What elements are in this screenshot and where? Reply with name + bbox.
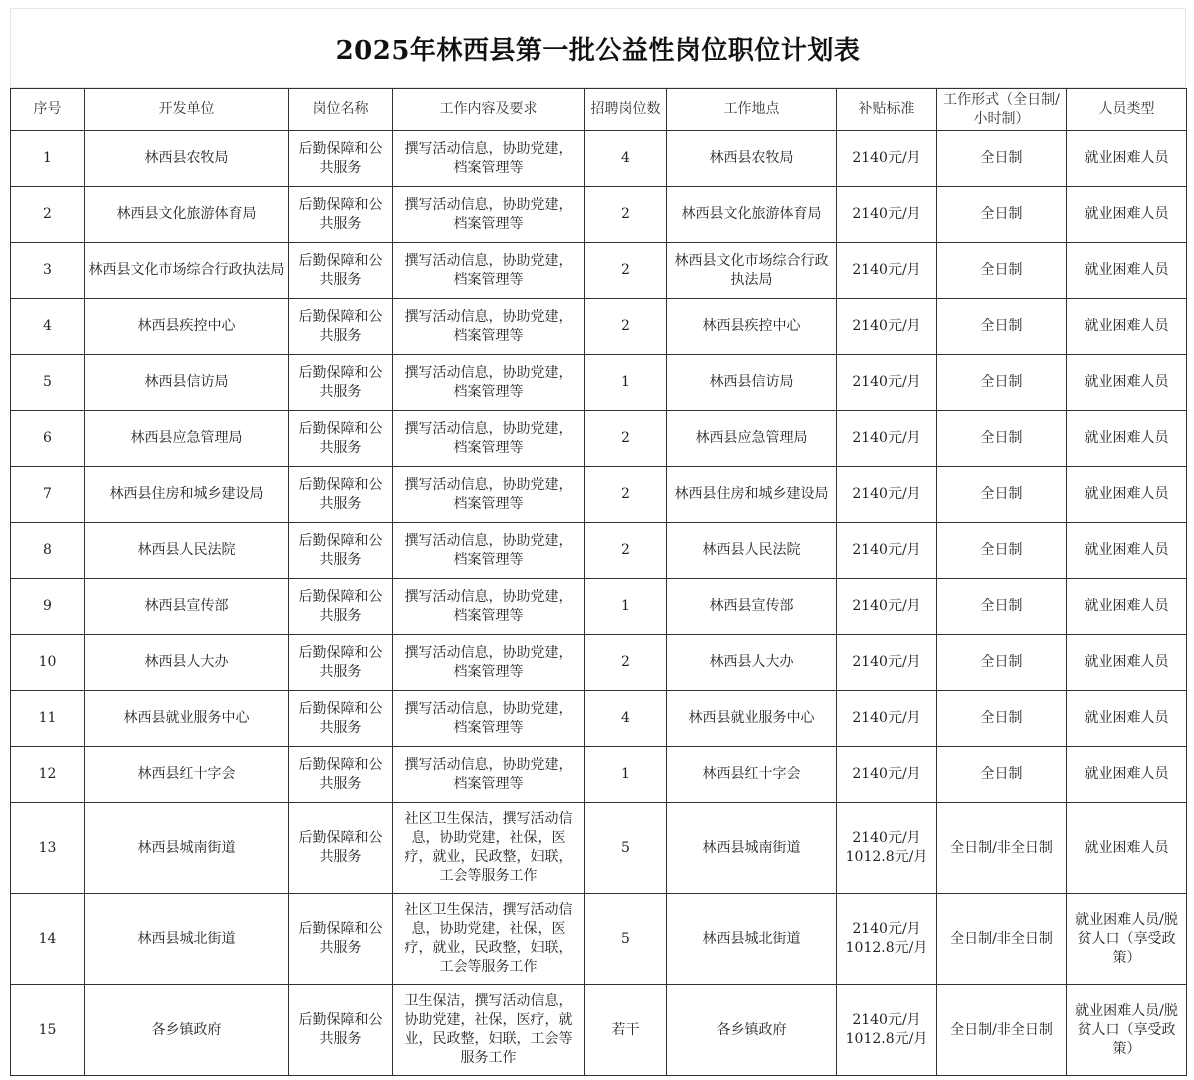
table-row (11, 355, 1187, 411)
cell-no: 1 (11, 131, 85, 187)
cell-content: 撰写活动信息，协助党建，档案管理等 (393, 747, 585, 803)
cell-no: 3 (11, 243, 85, 299)
cell-unit: 林西县住房和城乡建设局 (85, 467, 289, 523)
cell-form: 全日制 (937, 187, 1067, 243)
cell-post: 后勤保障和公共服务 (289, 467, 393, 523)
cell-form: 全日制 (937, 691, 1067, 747)
cell-subsidy: 2140元/月 (837, 243, 937, 299)
table-row (11, 691, 1187, 747)
cell-form: 全日制 (937, 411, 1067, 467)
cell-post: 后勤保障和公共服务 (289, 635, 393, 691)
table-row (11, 467, 1187, 523)
cell-type: 就业困难人员/脱贫人口（享受政策） (1067, 894, 1187, 985)
header-form: 工作形式（全日制/小时制） (937, 89, 1067, 131)
cell-form: 全日制 (937, 131, 1067, 187)
cell-content: 社区卫生保洁，撰写活动信息，协助党建，社保，医疗，就业，民政整，妇联，工会等服务工作 (393, 894, 585, 985)
cell-no: 4 (11, 299, 85, 355)
cell-post: 后勤保障和公共服务 (289, 691, 393, 747)
cell-count: 2 (585, 523, 667, 579)
header-content: 工作内容及要求 (393, 89, 585, 131)
cell-post: 后勤保障和公共服务 (289, 894, 393, 985)
table-row (11, 579, 1187, 635)
cell-location: 林西县住房和城乡建设局 (667, 467, 837, 523)
table-row (11, 299, 1187, 355)
cell-no: 12 (11, 747, 85, 803)
cell-post: 后勤保障和公共服务 (289, 131, 393, 187)
header-row (11, 89, 1187, 131)
table-row (11, 635, 1187, 691)
cell-unit: 各乡镇政府 (85, 985, 289, 1076)
cell-subsidy: 2140元/月 (837, 131, 937, 187)
cell-content: 撰写活动信息，协助党建，档案管理等 (393, 187, 585, 243)
cell-no: 11 (11, 691, 85, 747)
cell-count: 1 (585, 355, 667, 411)
cell-location: 林西县疾控中心 (667, 299, 837, 355)
cell-form: 全日制 (937, 299, 1067, 355)
page-title: 2025年林西县第一批公益性岗位职位计划表 (335, 35, 861, 66)
cell-subsidy: 2140元/月 (837, 299, 937, 355)
cell-unit: 林西县农牧局 (85, 131, 289, 187)
cell-unit: 林西县红十字会 (85, 747, 289, 803)
cell-type: 就业困难人员 (1067, 803, 1187, 894)
cell-count: 2 (585, 187, 667, 243)
cell-location: 林西县宣传部 (667, 579, 837, 635)
cell-form: 全日制/非全日制 (937, 985, 1067, 1076)
cell-subsidy: 2140元/月 (837, 467, 937, 523)
cell-location: 林西县文化市场综合行政执法局 (667, 243, 837, 299)
cell-type: 就业困难人员 (1067, 243, 1187, 299)
header-count: 招聘岗位数 (585, 89, 667, 131)
cell-content: 撰写活动信息，协助党建，档案管理等 (393, 467, 585, 523)
cell-unit: 林西县人民法院 (85, 523, 289, 579)
cell-post: 后勤保障和公共服务 (289, 579, 393, 635)
cell-type: 就业困难人员 (1067, 411, 1187, 467)
cell-no: 10 (11, 635, 85, 691)
cell-content: 社区卫生保洁，撰写活动信息，协助党建，社保，医疗，就业，民政整，妇联，工会等服务工作 (393, 803, 585, 894)
table-row (11, 894, 1187, 985)
cell-count: 5 (585, 894, 667, 985)
cell-location: 林西县就业服务中心 (667, 691, 837, 747)
cell-unit: 林西县就业服务中心 (85, 691, 289, 747)
cell-unit: 林西县应急管理局 (85, 411, 289, 467)
cell-type: 就业困难人员 (1067, 467, 1187, 523)
cell-count: 若干 (585, 985, 667, 1076)
cell-content: 撰写活动信息，协助党建，档案管理等 (393, 355, 585, 411)
cell-count: 2 (585, 411, 667, 467)
cell-form: 全日制/非全日制 (937, 894, 1067, 985)
cell-subsidy: 2140元/月 (837, 355, 937, 411)
cell-content: 撰写活动信息，协助党建，档案管理等 (393, 579, 585, 635)
cell-subsidy: 2140元/月 (837, 747, 937, 803)
cell-location: 各乡镇政府 (667, 985, 837, 1076)
cell-content: 撰写活动信息，协助党建，档案管理等 (393, 523, 585, 579)
cell-location: 林西县人民法院 (667, 523, 837, 579)
cell-unit: 林西县文化旅游体育局 (85, 187, 289, 243)
cell-form: 全日制 (937, 523, 1067, 579)
cell-location: 林西县红十字会 (667, 747, 837, 803)
cell-post: 后勤保障和公共服务 (289, 803, 393, 894)
cell-post: 后勤保障和公共服务 (289, 985, 393, 1076)
cell-no: 6 (11, 411, 85, 467)
cell-content: 撰写活动信息，协助党建，档案管理等 (393, 299, 585, 355)
cell-no: 14 (11, 894, 85, 985)
header-unit: 开发单位 (85, 89, 289, 131)
cell-count: 2 (585, 243, 667, 299)
cell-location: 林西县信访局 (667, 355, 837, 411)
cell-location: 林西县文化旅游体育局 (667, 187, 837, 243)
cell-unit: 林西县宣传部 (85, 579, 289, 635)
cell-unit: 林西县文化市场综合行政执法局 (85, 243, 289, 299)
cell-form: 全日制 (937, 467, 1067, 523)
cell-no: 9 (11, 579, 85, 635)
cell-content: 撰写活动信息，协助党建，档案管理等 (393, 131, 585, 187)
table-row (11, 747, 1187, 803)
cell-type: 就业困难人员 (1067, 187, 1187, 243)
cell-post: 后勤保障和公共服务 (289, 299, 393, 355)
cell-type: 就业困难人员 (1067, 299, 1187, 355)
cell-post: 后勤保障和公共服务 (289, 187, 393, 243)
cell-post: 后勤保障和公共服务 (289, 355, 393, 411)
cell-location: 林西县人大办 (667, 635, 837, 691)
cell-location: 林西县城南街道 (667, 803, 837, 894)
table-row (11, 803, 1187, 894)
cell-unit: 林西县信访局 (85, 355, 289, 411)
cell-form: 全日制 (937, 579, 1067, 635)
cell-content: 卫生保洁，撰写活动信息，协助党建，社保，医疗，就业，民政整，妇联，工会等服务工作 (393, 985, 585, 1076)
cell-no: 13 (11, 803, 85, 894)
cell-no: 8 (11, 523, 85, 579)
cell-form: 全日制 (937, 243, 1067, 299)
cell-form: 全日制 (937, 355, 1067, 411)
cell-subsidy: 2140元/月 (837, 523, 937, 579)
cell-count: 1 (585, 747, 667, 803)
cell-unit: 林西县城北街道 (85, 894, 289, 985)
table-row (11, 411, 1187, 467)
cell-post: 后勤保障和公共服务 (289, 747, 393, 803)
cell-location: 林西县城北街道 (667, 894, 837, 985)
cell-content: 撰写活动信息，协助党建，档案管理等 (393, 635, 585, 691)
cell-post: 后勤保障和公共服务 (289, 411, 393, 467)
cell-subsidy: 2140元/月 1012.8元/月 (837, 803, 937, 894)
cell-unit: 林西县疾控中心 (85, 299, 289, 355)
title-box (10, 8, 1186, 88)
table-row (11, 243, 1187, 299)
cell-content: 撰写活动信息，协助党建，档案管理等 (393, 411, 585, 467)
cell-subsidy: 2140元/月 1012.8元/月 (837, 894, 937, 985)
header-type: 人员类型 (1067, 89, 1187, 131)
cell-subsidy: 2140元/月 (837, 187, 937, 243)
header-location: 工作地点 (667, 89, 837, 131)
cell-no: 5 (11, 355, 85, 411)
cell-location: 林西县应急管理局 (667, 411, 837, 467)
cell-subsidy: 2140元/月 (837, 635, 937, 691)
position-plan-table (10, 88, 1187, 1076)
table-row (11, 523, 1187, 579)
cell-count: 4 (585, 131, 667, 187)
cell-post: 后勤保障和公共服务 (289, 523, 393, 579)
cell-post: 后勤保障和公共服务 (289, 243, 393, 299)
table-row (11, 187, 1187, 243)
cell-no: 7 (11, 467, 85, 523)
cell-type: 就业困难人员 (1067, 355, 1187, 411)
cell-content: 撰写活动信息，协助党建，档案管理等 (393, 691, 585, 747)
header-post: 岗位名称 (289, 89, 393, 131)
cell-no: 2 (11, 187, 85, 243)
cell-unit: 林西县人大办 (85, 635, 289, 691)
cell-type: 就业困难人员 (1067, 691, 1187, 747)
header-no: 序号 (11, 89, 85, 131)
cell-form: 全日制/非全日制 (937, 803, 1067, 894)
cell-type: 就业困难人员 (1067, 635, 1187, 691)
cell-count: 2 (585, 467, 667, 523)
table-row (11, 131, 1187, 187)
table-body (11, 131, 1187, 1076)
cell-subsidy: 2140元/月 (837, 579, 937, 635)
cell-count: 5 (585, 803, 667, 894)
cell-type: 就业困难人员 (1067, 747, 1187, 803)
cell-subsidy: 2140元/月 (837, 691, 937, 747)
cell-type: 就业困难人员 (1067, 131, 1187, 187)
cell-no: 15 (11, 985, 85, 1076)
cell-unit: 林西县城南街道 (85, 803, 289, 894)
cell-count: 4 (585, 691, 667, 747)
cell-form: 全日制 (937, 747, 1067, 803)
cell-content: 撰写活动信息，协助党建，档案管理等 (393, 243, 585, 299)
cell-form: 全日制 (937, 635, 1067, 691)
cell-count: 1 (585, 579, 667, 635)
cell-subsidy: 2140元/月 1012.8元/月 (837, 985, 937, 1076)
cell-subsidy: 2140元/月 (837, 411, 937, 467)
cell-type: 就业困难人员/脱贫人口（享受政策） (1067, 985, 1187, 1076)
cell-type: 就业困难人员 (1067, 579, 1187, 635)
header-subsidy: 补贴标准 (837, 89, 937, 131)
cell-count: 2 (585, 299, 667, 355)
cell-type: 就业困难人员 (1067, 523, 1187, 579)
table-row (11, 985, 1187, 1076)
cell-count: 2 (585, 635, 667, 691)
cell-location: 林西县农牧局 (667, 131, 837, 187)
